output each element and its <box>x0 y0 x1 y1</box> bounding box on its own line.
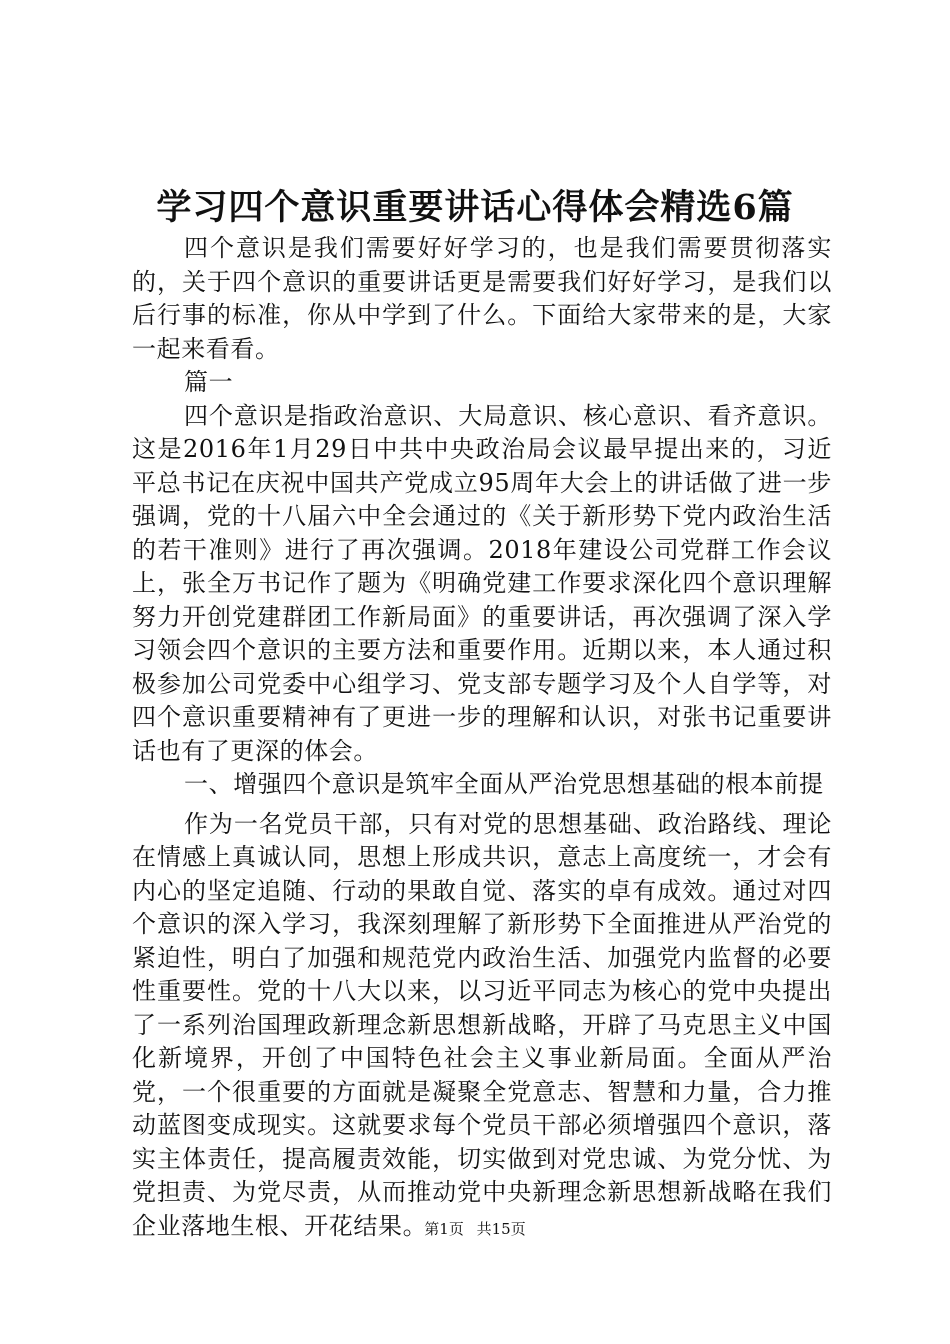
page-number: 第1页 <box>424 1220 464 1238</box>
body-paragraph: 四个意识是指政治意识、大局意识、核心意识、看齐意识。这是2016年1月29日中共中央政治局会议最早提出来的，习近平总书记在庆祝中国共产党成立95周年大会上的讲话做了进一步强调，党的十八届六中全会通过的《关于新形势下党内政治生活的若干准则》进行了再次强调。2018年建设公司党群工作会议上，张全万书记作了题为《明确党建工作要求深化四个意识理解努力开创党建群团工作新局面》的重要讲话，再次强调了深入学习领会四个意识的主要方法和重要作用。近期以来，本人通过积极参加公司党委中心组学习、党支部专题学习及个人自学等，对四个意识重要精神有了更进一步的理解和认识，对张书记重要讲话也有了更深的体会。 <box>132 401 832 765</box>
intro-paragraph: 四个意识是我们需要好好学习的，也是我们需要贯彻落实的，关于四个意识的重要讲话更是需要我们好好学习，是我们以后行事的标准，你从中学到了什么。下面给大家带来的是，大家一起来看看。 <box>132 234 832 363</box>
document-title: 学习四个意识重要讲话心得体会精选6篇 <box>156 187 794 228</box>
section-heading: 一、增强四个意识是筑牢全面从严治党思想基础的根本前提 <box>184 770 824 798</box>
section-label: 篇一 <box>184 368 234 396</box>
page-total: 共15页 <box>476 1220 526 1238</box>
page-footer <box>0 1218 950 1240</box>
body-paragraph: 作为一名党员干部，只有对党的思想基础、政治路线、理论在情感上真诚认同，思想上形成共识，意志上高度统一，才会有内心的坚定追随、行动的果敢自觉、落实的卓有成效。通过对四个意识的深入学习，我深刻理解了新形势下全面推进从严治党的紧迫性，明白了加强和规范党内政治生活、加强党内监督的必要性重要性。党的十八大以来，以习近平同志为核心的党中央提出了一系列治国理政新理念新思想新战略，开辟了马克思主义中国化新境界，开创了中国特色社会主义事业新局面。全面从严治党，一个很重要的方面就是凝聚全党意志、智慧和力量，合力推动蓝图变成现实。这就要求每个党员干部必须增强四个意识，落实主体责任，提高履责效能，切实做到对党忠诚、为党分忧、为党担责、为党尽责，从而推动党中央新理念新思想新战略在我们企业落地生根、开花结果。 <box>132 809 832 1240</box>
document-body <box>132 232 832 1243</box>
